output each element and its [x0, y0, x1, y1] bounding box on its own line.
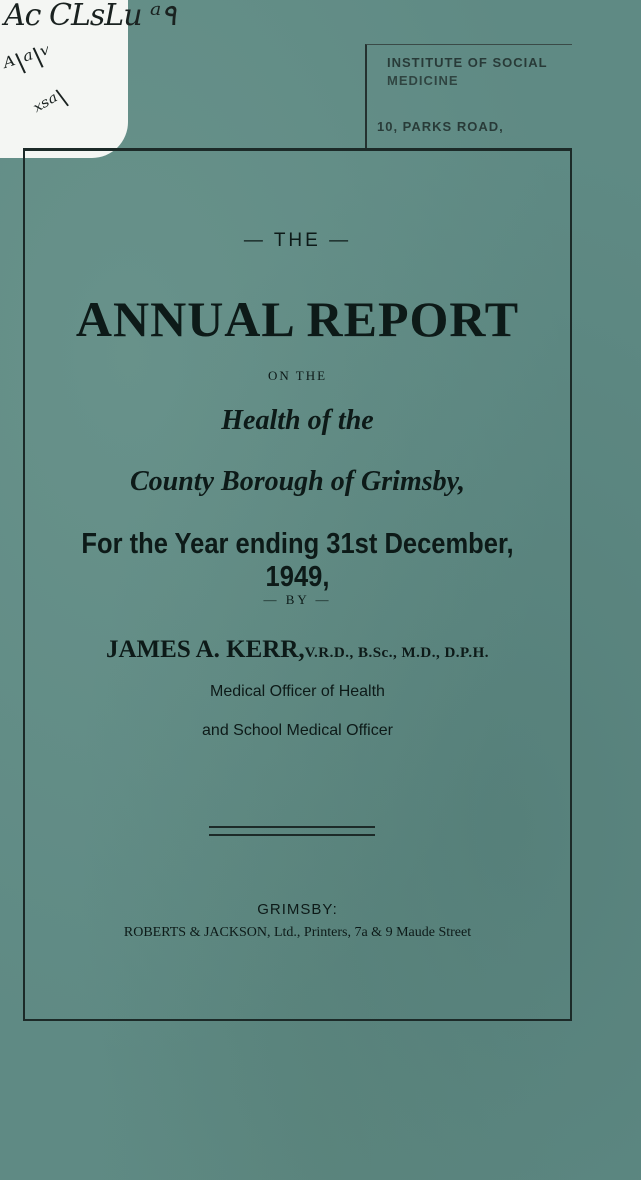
- author-name: JAMES A. KERR,: [106, 636, 305, 663]
- report-county: County Borough of Grimsby,: [129, 466, 466, 497]
- stamp-department: MEDICINE: [387, 73, 459, 88]
- double-rule-divider: [209, 826, 375, 836]
- report-year: For the Year ending 31st December, 1949,: [81, 528, 514, 593]
- cover-the: — THE —: [243, 230, 352, 251]
- cover-by: — BY —: [263, 592, 332, 607]
- publication-place: GRIMSBY:: [257, 901, 338, 918]
- author-role-school: and School Medical Officer: [202, 722, 393, 739]
- author: [23, 636, 572, 664]
- printer-imprint: ROBERTS & JACKSON, Ltd., Printers, 7a & 9 Maude Street: [123, 925, 472, 940]
- library-stamp: [365, 44, 572, 151]
- handwritten-annotation-lower: ˣˢᵃ\: [29, 83, 73, 125]
- stamp-address: 10, PARKS ROAD,: [377, 119, 504, 134]
- stamp-institute: INSTITUTE OF SOCIAL: [387, 55, 548, 70]
- handwritten-annotation-middle: ᴬ\ᵃ\ᵛ: [0, 39, 57, 83]
- cover-on-the: ON THE: [267, 368, 328, 383]
- handwritten-annotation-top: Ac CLsLu ᵃ٩: [4, 0, 177, 33]
- author-qualifications: V.R.D., B.Sc., M.D., D.P.H.: [304, 645, 489, 661]
- report-subject: Health of the: [221, 405, 374, 436]
- report-title: ANNUAL REPORT: [75, 291, 520, 347]
- author-role-health: Medical Officer of Health: [210, 683, 385, 700]
